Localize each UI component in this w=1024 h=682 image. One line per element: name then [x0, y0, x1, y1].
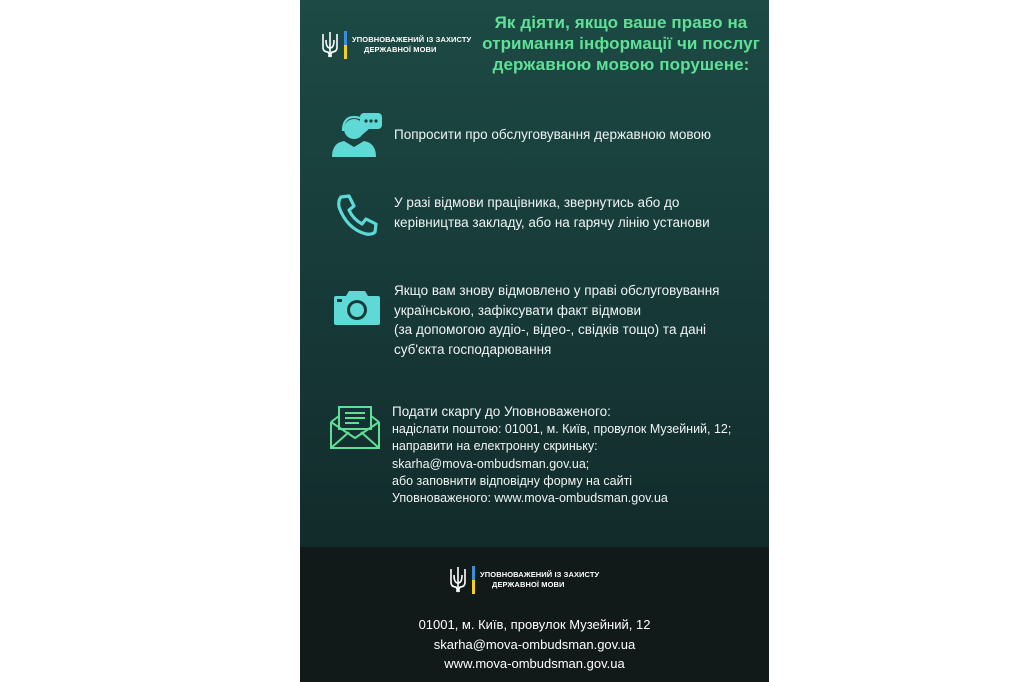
complaint-heading: Подати скаргу до Уповноваженого: — [392, 404, 611, 419]
phone-icon — [335, 193, 381, 237]
envelope-icon — [329, 404, 381, 450]
page-title: Як діяти, якщо ваше право на отримання інформації чи послуг державною мовою порушене: — [482, 13, 760, 74]
footer-address: 01001, м. Київ, провулок Музейний, 12 — [418, 617, 651, 632]
org-name-line1: УПОВНОВАЖЕНИЙ ІЗ ЗАХИСТУ — [352, 35, 472, 44]
camera-icon — [332, 290, 382, 326]
flag-bar — [472, 566, 475, 594]
step-3-text: Якщо вам знову відмовлено у праві обслуговування українською, зафіксувати факт відмови (за допомогою аудіо-, відео-, свідків тощо) та дані суб'єкта господарювання — [394, 283, 720, 357]
footer-website: www.mova-ombudsman.gov.ua — [444, 656, 625, 671]
step-1-text: Попросити про обслуговування державною мовою — [394, 127, 711, 142]
support-person-icon — [330, 111, 384, 159]
trident-icon — [448, 565, 468, 595]
footer-org-name-line2: ДЕРЖАВНОЇ МОВИ — [492, 580, 565, 589]
step-4-text: Подати скаргу до Уповноваженого: надіслати поштою: 01001, м. Київ, провулок Музейний, 12; направити на електронну скриньку: skarha@mova-ombudsman.gov.ua; або заповнити відповідну форму на сайті Уповноваженого: www.mova-ombudsman.gov.ua — [392, 404, 732, 506]
footer-logo — [448, 565, 599, 595]
footer — [300, 547, 769, 682]
infographic-poster — [300, 0, 769, 682]
trident-icon — [320, 30, 340, 60]
step-2-text: У разі відмови працівника, звернутись або до керівництва закладу, або на гарячу лінію установи — [394, 195, 710, 230]
header-logo — [320, 30, 471, 60]
org-name-line2: ДЕРЖАВНОЇ МОВИ — [364, 45, 437, 54]
flag-bar — [344, 31, 347, 59]
footer-org-name-line1: УПОВНОВАЖЕНИЙ ІЗ ЗАХИСТУ — [480, 570, 600, 579]
footer-contacts — [300, 615, 769, 674]
footer-email: skarha@mova-ombudsman.gov.ua — [433, 636, 636, 652]
